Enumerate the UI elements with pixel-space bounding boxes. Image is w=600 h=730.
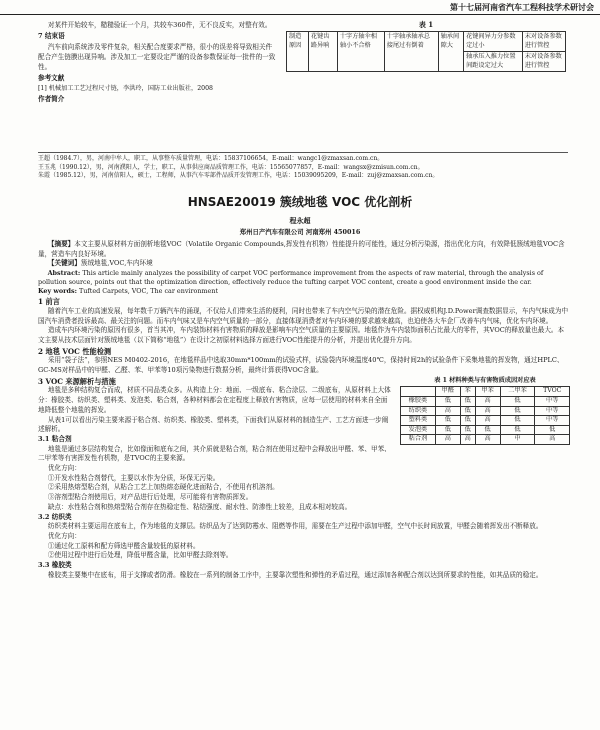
subsection-heading: 3.2 纺织类 — [38, 512, 72, 521]
table-cell: 十字方轴伞相轴小不合格 — [337, 32, 384, 72]
section-heading: 2 地毯 VOC 性能检测 — [38, 346, 112, 356]
abstract-en-text: This article mainly analyzes the possibility of carpet VOC performance improvement from the aspects of raw material, through the analysis of pollution source, points out that the optimization direction, effectively reduce the tufting carpet VOC content, create a good environment inside the car. — [38, 269, 544, 287]
table-1 — [286, 20, 566, 72]
table-cell: 十字轴承轴承总接尾过有倒着 — [384, 32, 438, 72]
table-header-cell: TVOC — [535, 387, 570, 397]
reference-item: [1] 机械加工工艺过程尺寸链，李洪玲，国防工业出版社，2008 — [38, 85, 213, 92]
section-heading: 7 结束语 — [38, 32, 65, 40]
table-cell: 低 — [500, 397, 535, 407]
table-cell: 高 — [475, 416, 500, 426]
table-header-cell: 甲醛 — [435, 387, 460, 397]
table-cell: 中 — [500, 435, 535, 445]
table-cell: 中等 — [535, 416, 570, 426]
table-row — [401, 406, 570, 416]
paper-body — [38, 240, 570, 581]
keywords-text: 簇绒地毯,VOC,车内环境 — [80, 259, 153, 268]
table-cell: 低 — [500, 416, 535, 426]
table-caption: 表 1 材料种类与有害物质成因对应表 — [434, 376, 536, 384]
table-cell: 高 — [535, 435, 570, 445]
table-cell: 塑料类 — [401, 416, 436, 426]
table-cell: 低 — [500, 425, 535, 435]
list-item: ③溶剂型粘合剂使用后，对产品进行后处理，尽可能将有害物质挥发。 — [47, 493, 253, 502]
keywords-en — [38, 287, 570, 296]
paragraph: 缺点：水性粘合剂和热熔型粘合剂存在热稳定性、粘结强度、耐水性、防渗性上较差，且成本相对较高。 — [47, 502, 352, 511]
table-cell: 高 — [475, 397, 500, 407]
paragraph: 随着汽车工业的高速发展，每年数千万辆汽车的涌现，不仅给人们带来生活的便利，同时也带来了车内空气污染的潜在危险。据权威机构J.D.Power调查数据显示，车内气味成为中国汽车消费者投诉最高、最关注的问题。而车内气味又是车内空气质量的一部分，直接体现消费者对车内环境的要求越来越高，也迫使各大车企厂改善车内气味，优化车内环境。 — [38, 306, 569, 325]
keywords-cn — [38, 259, 570, 269]
paragraph: 优化方向： — [47, 531, 81, 540]
table-header-cell: 二甲苯 — [500, 387, 535, 397]
table-cell: 花键齿路异响 — [308, 32, 337, 72]
paragraph: 对某件开始较车，糙糙验证一个月，共较车360件，无不良反实，对整有效。 — [47, 21, 272, 29]
subsection-heading: 3.1 粘合剂 — [38, 434, 72, 443]
table-cell: 纺织类 — [401, 406, 436, 416]
table-caption: 表 1 — [418, 20, 434, 29]
left-column — [38, 20, 278, 105]
abstract-en — [38, 269, 570, 287]
table-cell: 低 — [535, 425, 570, 435]
table-header-cell: 甲苯 — [475, 387, 500, 397]
abstract-label: 【摘要】 — [47, 240, 75, 248]
table-header-cell: 苯 — [460, 387, 475, 397]
table-cell: 低 — [435, 425, 460, 435]
material-table — [400, 386, 570, 445]
table-cell: 轴承压入推力位置 间距设定过大 — [464, 52, 523, 72]
table-cell: 粘合剂 — [401, 435, 436, 445]
author-info — [38, 152, 568, 181]
list-item: ①通过化工原料和配方筛选甲醛含量较低的原材料。 — [47, 541, 200, 550]
keywords-label: 【关键词】 — [47, 259, 81, 268]
paper-title: HNSAE20019 簇绒地毯 VOC 优化剖析 — [187, 195, 413, 209]
affiliation: 郑州日产汽车有限公司 河南郑州 450016 — [239, 228, 361, 236]
table-cell: 低 — [460, 425, 475, 435]
table-cell: 制造原因 — [287, 32, 309, 72]
list-item: ②使用过程中进行后处理，降低甲醛含量，比如甲醛去除剂等。 — [47, 551, 233, 560]
table-cell: 花键间异力分参数定过小 — [464, 32, 523, 52]
table-cell: 橡胶类 — [401, 397, 436, 407]
table-cell: 轴承间隙大 — [438, 32, 463, 72]
paragraph: 地毯是多种结构复合而成，材质不同品类众多。从构造上分：地面、一级底布、粘合涂层、二级底布，从原材料上大体分：橡胶类、纺织类、塑料类、发泡类、粘合剂，各种材料都会在定程度上释放有害物质，应每一层使用的材料来自全面地降低整个地毯的挥发。 — [38, 386, 391, 414]
author-line: 王玉兆（1990.12），男，河南濮阳人，学士，职工，从事供应商品质管理工作，电话：15565077857，E-mail：wangsx@zmisun.com.cn。 — [38, 163, 424, 171]
paragraph: 地毯是通过多层结构复合，比如像面和底布之间，其介质就是粘合剂，粘合剂在使用过程中会释放出甲醛、苯、甲苯、二甲苯等有害挥发性有机物，是TVOC的主要来源。 — [38, 444, 391, 463]
paragraph: 橡胶类主要集中在底布，用于支撑或者防滑。橡胶在一系列的制备工序中，主要靠次塑性和弹性的矛盾过程，通过添加各种配合剂以达到所要求的性能，如其品质的稳定。 — [47, 570, 543, 579]
paragraph: 从表1可以看出污染主要来源于粘合剂、纺织类、橡胶类、塑料类，下面我们从原材料的制造生产、工艺方面进一步阐述解析。 — [38, 415, 389, 434]
paragraph: 采用“袋子法”，参照NES M0402-2016，在地毯样品中选取30mm*100mm的试验式样，试验袋内环境温度40℃，保持时间2h的试验条件下采集地毯的挥发物，通过HPLC、GC-MS对样品中的甲醛、乙醛、苯、甲苯等10项污染物进行数据分析，最终计算获得VOC含量。 — [38, 356, 564, 375]
section-heading: 1 前言 — [38, 297, 60, 307]
table-cell: 中等 — [535, 397, 570, 407]
author-line: 王超（1984.7），男，河南中牟人，职工，从事整车质量管理，电话：15837106654，E-mail：wangc1@zmaxsan.com.cn。 — [38, 155, 384, 162]
list-item: ①开发水性粘合剂替代，主要以水作为分质，环保无污染。 — [47, 473, 220, 482]
table-row — [401, 397, 570, 407]
table-row — [287, 32, 566, 52]
paragraph: 造成车内环境污染的原因有很多，首当其冲，车内装饰材料有害物质的释放是影响车内空气质量的主要原因。地毯作为车内装饰面积占比最大的零件，其VOC的释放量也最大。本文主要从技术层面针对簇绒地毯（以下简称“地毯”）在设计之初原材料选择方面进行VOC性能提升的分析，并提出优化提升方向。 — [38, 326, 565, 344]
table-header-cell — [401, 387, 436, 397]
references-heading: 参考文献 — [38, 74, 65, 82]
section-heading: 3 VOC 来源解析与措施 — [38, 376, 116, 386]
table-row — [401, 416, 570, 426]
table-cell: 低 — [435, 397, 460, 407]
abstract-en-label: Abstract: — [47, 269, 81, 278]
table-row — [401, 425, 570, 435]
table-cell: 发泡类 — [401, 425, 436, 435]
keywords-en-text: Tufted Carpets, VOC, The car environment — [79, 287, 219, 296]
table-cell: 末对设备参数进行管控 — [522, 52, 565, 72]
table-cell: 高 — [475, 435, 500, 445]
table-cell: 高 — [435, 406, 460, 416]
author-line: 朱霞（1985.12），男，河南信阳人，硕士，工程师，从事汽车零部件品质开发管理工作，电话：15039095209，E-mail：zuj@zmaxsan.com.cn。 — [38, 172, 439, 180]
table-cell: 中等 — [535, 406, 570, 416]
paragraph: 汽车前向系统涉及零件复杂，相关配合度要求严格，很小的误差将导致相关件配合产生链膜出现异响。涉及加工一定要设定严谨的设备参数保证每一批件的一致性。 — [38, 43, 276, 71]
table-cell: 低 — [475, 425, 500, 435]
abstract-cn — [38, 240, 570, 259]
paragraph: 纺织类材料主要运用在底布上，作为地毯的支撑层。纺织品为了达到防霉水、阻燃等作用，需要在生产过程中添加甲醛，空气中长时间放置，甲醛会随着挥发出不断释放。 — [47, 522, 543, 531]
table-2 — [400, 376, 570, 445]
table-cell: 末对设备参数进行管控 — [522, 32, 565, 52]
table-cell: 高 — [460, 435, 475, 445]
table-cell: 低 — [500, 406, 535, 416]
running-header: 第十七届河南省汽车工程科技学术研讨会 — [0, 0, 600, 15]
paragraph: 优化方向： — [47, 464, 81, 473]
list-item: ②采用热熔型粘合剂，从粘合工艺上加热熔态硬化进面粘合，不使用有机溶剂。 — [47, 483, 279, 492]
abstract-text: 本文主要从原材料方面剖析地毯VOC（Volatile Organic Compounds,挥发性有机物）性能提升的可能性，通过分析污染源，指出优化方向，有效降低簇绒地毯VOC含量，营造车内良好环境。 — [38, 240, 565, 258]
author-name: 程永超 — [289, 216, 311, 225]
table-row — [401, 435, 570, 445]
table-cell: 低 — [435, 416, 460, 426]
keywords-en-label: Key words: — [38, 287, 77, 296]
table-cell: 低 — [460, 416, 475, 426]
table-cell: 高 — [475, 406, 500, 416]
subsection-heading: 3.3 橡胶类 — [38, 561, 72, 570]
table-cell: 低 — [460, 406, 475, 416]
table-cell: 低 — [460, 397, 475, 407]
author-intro-heading: 作者简介 — [38, 95, 65, 103]
table-cell: 高 — [435, 435, 460, 445]
table-header-row — [401, 387, 570, 397]
cause-table — [286, 31, 566, 72]
